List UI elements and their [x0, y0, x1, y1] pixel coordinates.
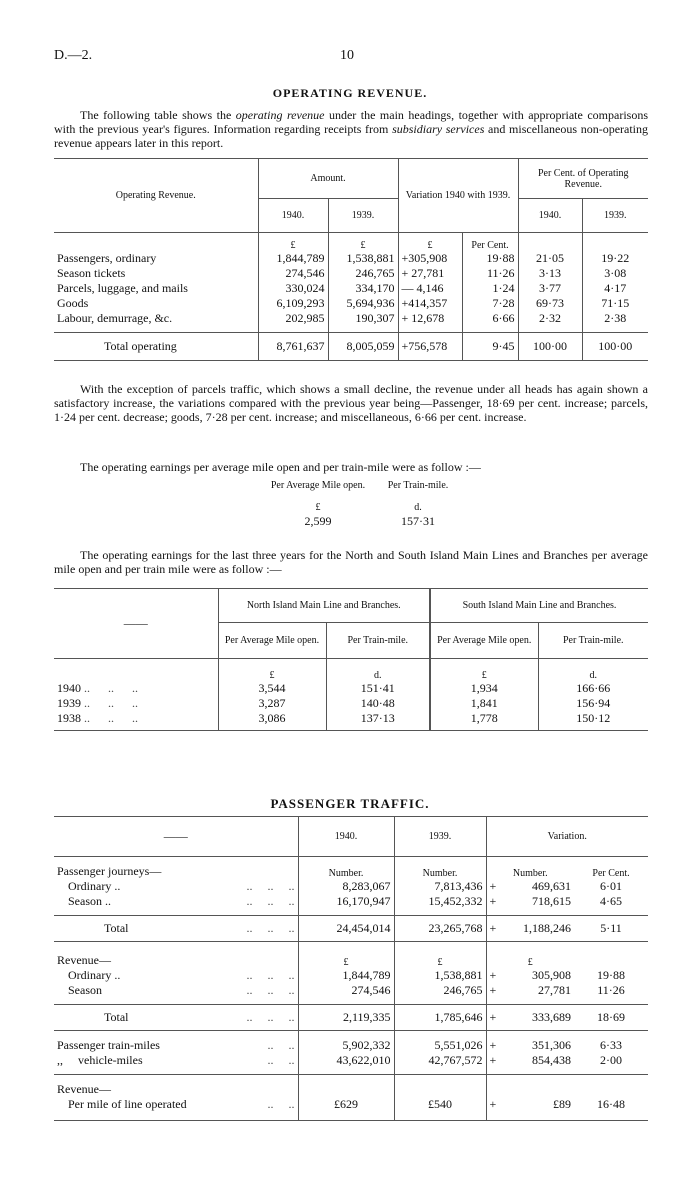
- total-variation-pct: 9·45: [462, 333, 518, 361]
- cell-var: 305,908: [532, 967, 571, 982]
- cell-var: 351,306: [532, 1037, 571, 1052]
- intro-text-d: subsidiary services: [392, 122, 485, 136]
- cell-south-train-mile: 166·66: [538, 681, 648, 696]
- cell-var: £89: [553, 1096, 571, 1111]
- cell-var-pct: 6·33: [600, 1037, 622, 1052]
- total-pct-1940: 100·00: [518, 333, 582, 361]
- table-row: [54, 251, 648, 266]
- header-1939: 1939.: [328, 199, 398, 233]
- unit-pound-1940: £: [258, 233, 328, 251]
- cell-north-avg-mile: 3,287: [218, 696, 326, 711]
- cell-variation-pct: 7·28: [462, 296, 518, 311]
- cell-variation: + 12,678: [398, 311, 462, 333]
- cell-var: 27,781: [538, 982, 571, 997]
- unit-number-var: Number.: [486, 857, 574, 879]
- header-operating-revenue: Operating Revenue.: [115, 190, 196, 201]
- cell-var-sign: +: [489, 982, 497, 997]
- cell-south-train-mile: 156·94: [538, 696, 648, 711]
- cell-1940: 16,170,947: [298, 894, 394, 916]
- header-north-island: North Island Main Line and Branches.: [218, 589, 430, 623]
- total-pct-1939: 100·00: [582, 333, 648, 361]
- cell-south-train-mile: 150·12: [538, 711, 648, 731]
- table-row: [54, 296, 648, 311]
- total-var-pct: 18·69: [597, 1010, 625, 1024]
- cell-pct-1940: 3·13: [518, 266, 582, 281]
- intro-text-c: under the main headings, together with appropriate comparisons with the previous year's figures. Information regarding receipts from: [54, 108, 648, 136]
- table-row: Per mile of line operated .. .. £629 £540 + £89 16·48: [54, 1097, 648, 1121]
- cell-var-pct: 19·88: [597, 967, 625, 982]
- document-reference: D.—2.: [54, 48, 93, 63]
- earn-value-avg-mile: 2,599: [304, 514, 332, 528]
- total-var-sign: +: [489, 1010, 497, 1024]
- cell-pct-1940: 69·73: [518, 296, 582, 311]
- total-1939: 23,265,768: [394, 916, 486, 942]
- cell-var-pct: 4·65: [600, 893, 622, 908]
- cell-pct-1940: 21·05: [518, 251, 582, 266]
- cell-amount-1939: 190,307: [328, 311, 398, 333]
- table-row: [54, 311, 648, 333]
- header-south-island: South Island Main Line and Branches.: [430, 589, 648, 623]
- cell-1940: 1,844,789: [298, 968, 394, 983]
- cell-var-sign: +: [489, 1096, 497, 1111]
- cell-var-pct: 2·00: [600, 1052, 622, 1067]
- unit-percent-var: Per Cent.: [592, 867, 630, 879]
- cell-1940: 43,622,010: [298, 1053, 394, 1075]
- islands-intro: [54, 548, 648, 576]
- cell-amount-1940: 6,109,293: [258, 296, 328, 311]
- cell-amount-1940: 330,024: [258, 281, 328, 296]
- header-north-train-mile: Per Train-mile.: [326, 623, 430, 659]
- unit-pence-north: d.: [326, 659, 430, 681]
- cell-1939: 1,538,881: [394, 968, 486, 983]
- cell-1939: 15,452,332: [394, 894, 486, 916]
- operating-revenue-table: [54, 158, 648, 361]
- group-label-revenue: Revenue—: [57, 952, 111, 967]
- cell-1939: 42,767,572: [394, 1053, 486, 1075]
- row-label: Ordinary ..: [68, 878, 121, 893]
- total-variation: +756,578: [398, 333, 462, 361]
- cell-north-avg-mile: 3,544: [218, 681, 326, 696]
- earnings-intro-text: The operating earnings per average mile open and per train-mile were as follow :—: [80, 460, 481, 474]
- unit-pound-north: £: [218, 659, 326, 681]
- row-label: Season ..: [68, 893, 111, 908]
- unit-pound-1939: £: [328, 233, 398, 251]
- cell-amount-1940: 1,844,789: [258, 251, 328, 266]
- cell-north-train-mile: 140·48: [326, 696, 430, 711]
- table-row: ,, vehicle-miles .. .. 43,622,010 42,767,572 + 854,438 2·00: [54, 1053, 648, 1075]
- unit-percent-var: Per Cent.: [462, 233, 518, 251]
- cell-1940: 5,902,332: [298, 1031, 394, 1053]
- cell-pct-1939: 2·38: [582, 311, 648, 333]
- cell-1939: 7,813,436: [394, 879, 486, 894]
- row-year: 1938: [57, 710, 81, 725]
- section-title-operating-revenue: OPERATING REVENUE.: [272, 86, 428, 100]
- intro-text-a: The following table shows the: [80, 108, 236, 122]
- cell-variation-pct: 19·88: [462, 251, 518, 266]
- island-earnings-table: [54, 588, 648, 731]
- cell-pct-1939: 71·15: [582, 296, 648, 311]
- header-variation: Variation 1940 with 1939.: [398, 159, 518, 233]
- cell-1940: £629: [298, 1097, 394, 1121]
- group-label-journeys: Passenger journeys—: [57, 863, 162, 878]
- table-row: 1938 .. .. .. 3,086 137·13 1,778 150·12: [54, 711, 648, 731]
- cell-var: 469,631: [532, 878, 571, 893]
- cell-pct-1939: 3·08: [582, 266, 648, 281]
- table-row: Season .. .. .. .. 16,170,947 15,452,332 + 718,615 4·65: [54, 894, 648, 916]
- earn-unit-pence: d.: [414, 502, 422, 513]
- table-row: Ordinary .. .. .. .. 8,283,067 7,813,436 + 469,631 6·01: [54, 879, 648, 894]
- cell-amount-1940: 274,546: [258, 266, 328, 281]
- table-row: [54, 281, 648, 296]
- unit-number-1939: Number.: [394, 857, 486, 879]
- unit-number-1940: Number.: [298, 857, 394, 879]
- cell-1939: £540: [394, 1097, 486, 1121]
- total-row: Total .. .. .. 2,119,335 1,785,646 + 333,689 18·69: [54, 1005, 648, 1031]
- cell-var-sign: +: [489, 893, 497, 908]
- table-row: Passenger train-miles .. .. 5,902,332 5,551,026 + 351,306 6·33: [54, 1031, 648, 1053]
- earn-header-avg-mile: Per Average Mile open.: [270, 480, 366, 491]
- variation-paragraph: [54, 382, 648, 424]
- cell-var-pct: 11·26: [597, 982, 625, 997]
- unit-pound-1940: £: [298, 942, 394, 968]
- intro-text-e: and miscellaneous non-operating revenue appears later in this report.: [54, 122, 649, 150]
- row-label: Season: [68, 982, 102, 997]
- header-dash: ——: [123, 616, 148, 630]
- row-label: ,, vehicle-miles: [57, 1052, 143, 1067]
- cell-amount-1939: 5,694,936: [328, 296, 398, 311]
- intro-paragraph: [54, 108, 648, 150]
- header-variation: Variation.: [486, 817, 648, 857]
- page-number: 10: [340, 48, 354, 63]
- cell-variation-pct: 6·66: [462, 311, 518, 333]
- total-amount-1939: 8,005,059: [328, 333, 398, 361]
- cell-south-avg-mile: 1,934: [430, 681, 538, 696]
- row-label: Goods: [57, 295, 89, 310]
- cell-1940: 8,283,067: [298, 879, 394, 894]
- total-1940: 24,454,014: [298, 916, 394, 942]
- cell-variation: + 27,781: [398, 266, 462, 281]
- cell-variation: +305,908: [398, 251, 462, 266]
- cell-south-avg-mile: 1,841: [430, 696, 538, 711]
- intro-text-b: operating revenue: [235, 108, 325, 122]
- table-row: [54, 266, 648, 281]
- table-row: 1940 .. .. .. 3,544 151·41 1,934 166·66: [54, 681, 648, 696]
- cell-1939: 5,551,026: [394, 1031, 486, 1053]
- cell-1940: 274,546: [298, 983, 394, 1005]
- table-row: Ordinary .. .. .. .. 1,844,789 1,538,881 + 305,908 19·88: [54, 968, 648, 983]
- row-label: Season tickets: [57, 265, 126, 280]
- cell-north-train-mile: 151·41: [326, 681, 430, 696]
- table-row: 1939 .. .. .. 3,287 140·48 1,841 156·94: [54, 696, 648, 711]
- earn-value-train-mile: 157·31: [401, 514, 435, 528]
- total-1939: 1,785,646: [394, 1005, 486, 1031]
- cell-var-sign: +: [489, 878, 497, 893]
- cell-amount-1939: 1,538,881: [328, 251, 398, 266]
- cell-var: 718,615: [532, 893, 571, 908]
- cell-amount-1940: 202,985: [258, 311, 328, 333]
- total-var: 333,689: [532, 1010, 571, 1024]
- variation-text: With the exception of parcels traffic, which shows a small decline, the revenue under all heads has again shown a satisfactory increase, the variations compared with the previous year being—Passenger, 18·69 per cent. increase; parcels, 1·24 per cent. decrease; goods, 7·28 per cent. increase; and miscellaneous, 6·66 per cent. increase.: [54, 382, 648, 424]
- total-var: 1,188,246: [523, 921, 571, 935]
- header-north-avg-mile: Per Average Mile open.: [218, 623, 326, 659]
- cell-pct-1940: 3·77: [518, 281, 582, 296]
- row-label: Passengers, ordinary: [57, 250, 157, 265]
- total-var-sign: +: [489, 921, 497, 935]
- cell-amount-1939: 334,170: [328, 281, 398, 296]
- earnings-intro: [54, 460, 648, 474]
- cell-var-sign: +: [489, 1052, 497, 1067]
- header-1939: 1939.: [394, 817, 486, 857]
- row-label: Per mile of line operated: [68, 1096, 187, 1111]
- group-label-revenue-per-mile: Revenue—: [57, 1081, 111, 1096]
- row-label: Passenger train-miles: [57, 1037, 160, 1052]
- header-south-avg-mile: Per Average Mile open.: [430, 623, 538, 659]
- passenger-traffic-table: [54, 816, 648, 1121]
- total-label: Total operating: [104, 339, 177, 353]
- row-year: 1939: [57, 695, 81, 710]
- header-pct-1940: 1940.: [518, 199, 582, 233]
- cell-1939: 246,765: [394, 983, 486, 1005]
- total-label: Total: [104, 921, 129, 935]
- total-var-pct: 5·11: [600, 921, 622, 935]
- cell-south-avg-mile: 1,778: [430, 711, 538, 731]
- cell-north-avg-mile: 3,086: [218, 711, 326, 731]
- table-row: Season .. .. .. 274,546 246,765 + 27,781 11·26: [54, 983, 648, 1005]
- islands-intro-text: The operating earnings for the last three years for the North and South Island Main Lines and Branches per average mile open and per train mile were as follow :—: [54, 548, 648, 576]
- cell-variation: — 4,146: [398, 281, 462, 296]
- row-label: Parcels, luggage, and mails: [57, 280, 188, 295]
- cell-var-pct: 6·01: [600, 878, 622, 893]
- cell-var: 854,438: [532, 1052, 571, 1067]
- header-1940: 1940.: [298, 817, 394, 857]
- total-row: Total .. .. .. 24,454,014 23,265,768 + 1,188,246 5·11: [54, 916, 648, 942]
- total-label: Total: [104, 1010, 129, 1024]
- unit-pound-var: £: [486, 942, 574, 968]
- row-label: Labour, demurrage, &c.: [57, 310, 173, 325]
- earn-header-train-mile: Per Train-mile.: [387, 480, 449, 491]
- unit-pound-var: £: [398, 233, 462, 251]
- cell-variation-pct: 11·26: [462, 266, 518, 281]
- row-year: 1940: [57, 680, 81, 695]
- cell-pct-1940: 2·32: [518, 311, 582, 333]
- unit-pence-south: d.: [538, 659, 648, 681]
- cell-north-train-mile: 137·13: [326, 711, 430, 731]
- header-dash: ——: [163, 829, 188, 843]
- cell-var-sign: +: [489, 967, 497, 982]
- cell-var-pct: 16·48: [597, 1096, 625, 1111]
- header-amount: Amount.: [258, 159, 398, 199]
- total-1940: 2,119,335: [298, 1005, 394, 1031]
- header-1940: 1940.: [258, 199, 328, 233]
- cell-pct-1939: 19·22: [582, 251, 648, 266]
- total-amount-1940: 8,761,637: [258, 333, 328, 361]
- cell-amount-1939: 246,765: [328, 266, 398, 281]
- unit-pound-south: £: [430, 659, 538, 681]
- total-row: [54, 333, 648, 361]
- cell-variation: +414,357: [398, 296, 462, 311]
- header-percent-operating: Per Cent. of Operating Revenue.: [518, 159, 648, 199]
- cell-pct-1939: 4·17: [582, 281, 648, 296]
- cell-variation-pct: 1·24: [462, 281, 518, 296]
- section-title-passenger-traffic: PASSENGER TRAFFIC.: [270, 796, 430, 811]
- header-pct-1939: 1939.: [582, 199, 648, 233]
- unit-pound-1939: £: [394, 942, 486, 968]
- cell-var-sign: +: [489, 1037, 497, 1052]
- row-label: Ordinary ..: [68, 967, 121, 982]
- header-south-train-mile: Per Train-mile.: [538, 623, 648, 659]
- earn-unit-pound: £: [315, 502, 321, 513]
